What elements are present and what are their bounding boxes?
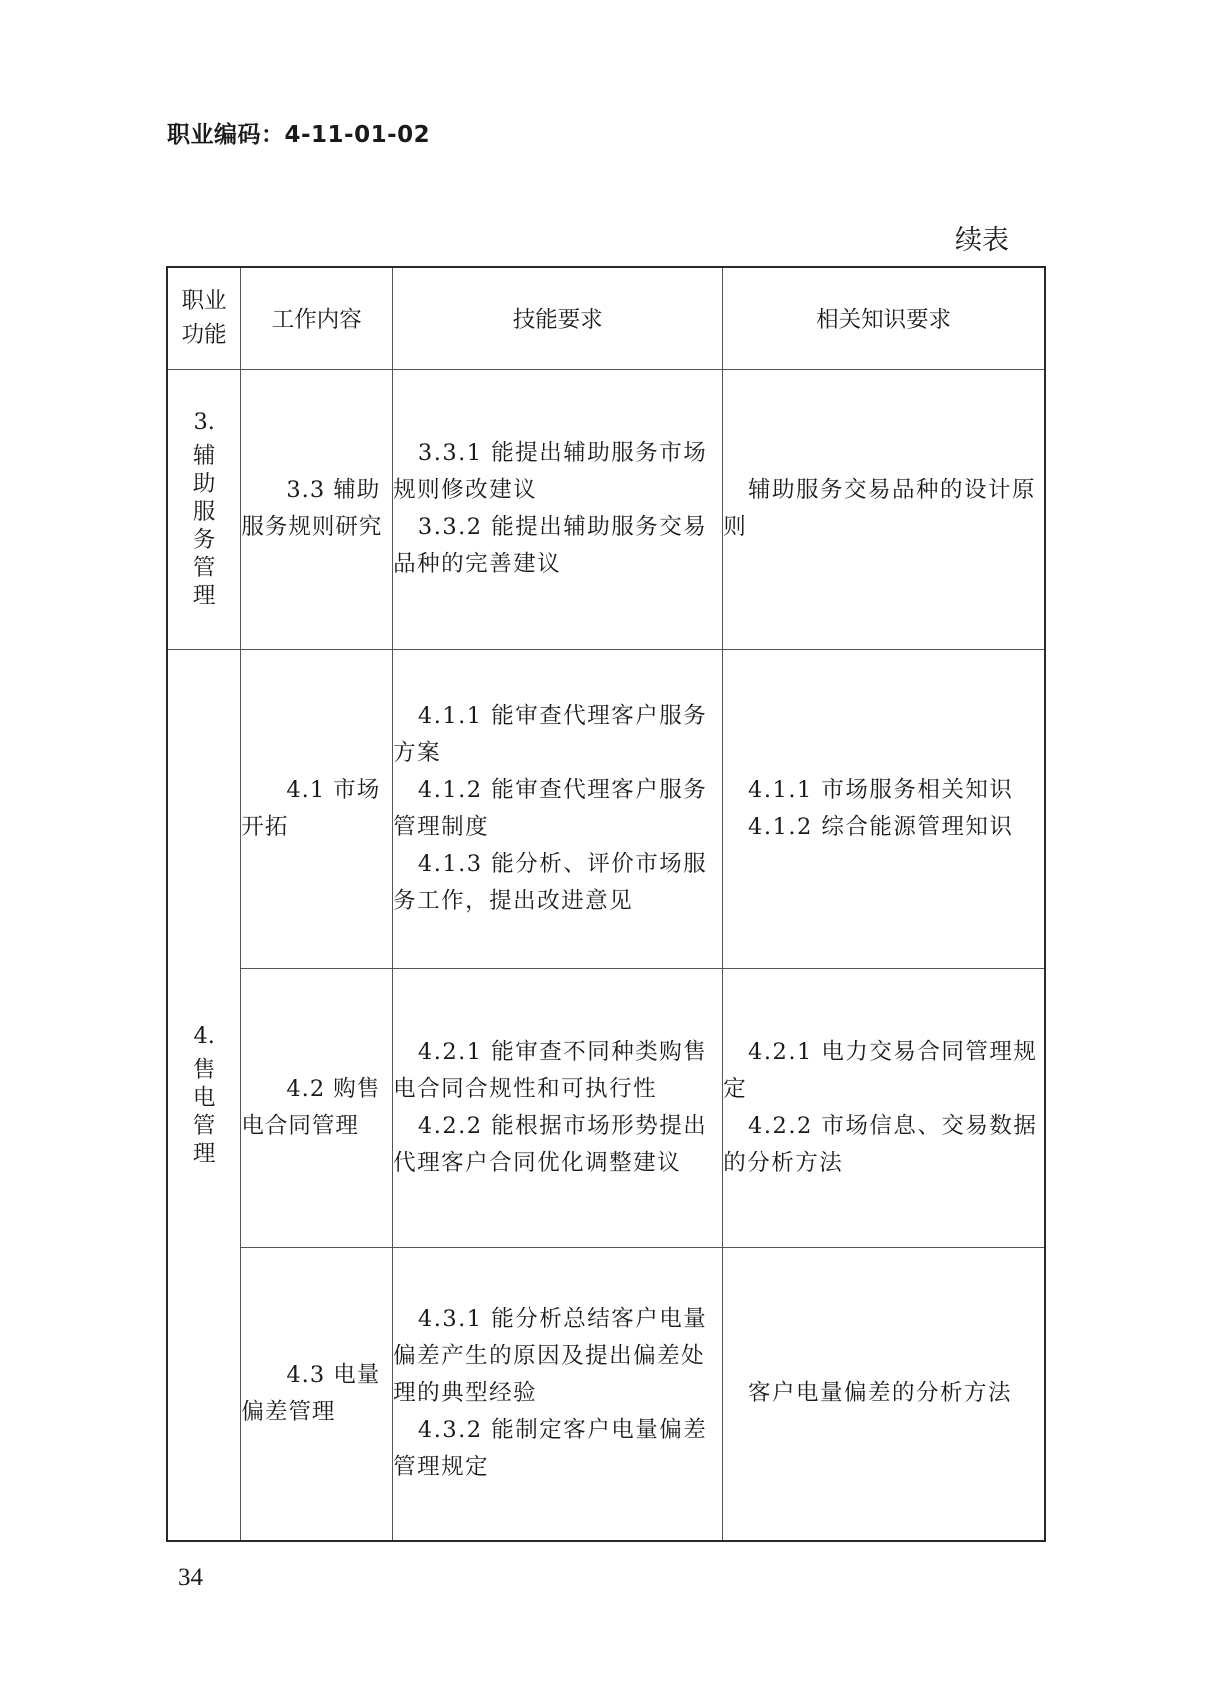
function-cell xyxy=(167,369,241,649)
knowledge-cell xyxy=(723,968,1045,1247)
skill-item: 4.2.1 能审查不同种类购售电合同合规性和可执行性 xyxy=(393,1038,708,1102)
skill-item: 4.1.2 能审查代理客户服务管理制度 xyxy=(393,776,708,840)
occupation-code: 职业编码：4-11-01-02 xyxy=(167,122,431,148)
table-header-row xyxy=(167,267,1045,369)
work-content-cell: 4.1 市场开拓 xyxy=(241,649,393,968)
knowledge-cell xyxy=(723,1247,1045,1541)
work-content-cell: 4.2 购售电合同管理 xyxy=(241,968,393,1247)
header-knowledge-requirements: 相关知识要求 xyxy=(723,267,1045,369)
knowledge-item: 4.2.1 电力交易合同管理规定 xyxy=(723,1038,1038,1102)
function-name: 售电管理 xyxy=(192,1056,216,1167)
knowledge-item: 辅助服务交易品种的设计原则 xyxy=(723,477,1037,540)
skill-item: 3.3.2 能提出辅助服务交易品种的完善建议 xyxy=(393,514,708,577)
knowledge-cell xyxy=(723,369,1045,649)
skill-item: 4.3.1 能分析总结客户电量偏差产生的原因及提出偏差处理的典型经验 xyxy=(393,1306,708,1407)
skill-item: 4.3.2 能制定客户电量偏差管理规定 xyxy=(393,1417,708,1481)
knowledge-item: 4.1.1 市场服务相关知识 xyxy=(748,776,1014,803)
work-content-cell: 4.3 电量偏差管理 xyxy=(241,1247,393,1541)
function-cell xyxy=(167,649,241,1541)
header-function xyxy=(167,267,241,369)
knowledge-cell xyxy=(723,649,1045,968)
header-skill-requirements: 技能要求 xyxy=(393,267,723,369)
table-row xyxy=(167,968,1045,1247)
header-function-line: 功能 xyxy=(181,322,227,349)
skill-cell xyxy=(393,968,723,1247)
skill-cell xyxy=(393,369,723,649)
knowledge-item: 客户电量偏差的分析方法 xyxy=(748,1380,1013,1407)
function-name: 辅助服务管理 xyxy=(192,443,216,609)
continued-table-label: 续表 xyxy=(955,225,1009,256)
function-number: 4. xyxy=(193,1022,215,1049)
skill-cell xyxy=(393,649,723,968)
function-number: 3. xyxy=(193,409,215,435)
page-number: 34 xyxy=(178,1564,203,1591)
header-work-content: 工作内容 xyxy=(241,267,393,369)
header-function-line: 职业 xyxy=(181,288,227,315)
skill-requirements-table xyxy=(166,266,1046,1542)
knowledge-item: 4.2.2 市场信息、交易数据的分析方法 xyxy=(723,1112,1038,1176)
skill-item: 4.1.1 能审查代理客户服务方案 xyxy=(393,702,708,766)
table-row xyxy=(167,369,1045,649)
table-row xyxy=(167,649,1045,968)
knowledge-item: 4.1.2 综合能源管理知识 xyxy=(748,813,1014,840)
skill-cell xyxy=(393,1247,723,1541)
table-row xyxy=(167,1247,1045,1541)
skill-item: 3.3.1 能提出辅助服务市场规则修改建议 xyxy=(393,440,708,503)
skill-item: 4.1.3 能分析、评价市场服务工作，提出改进意见 xyxy=(393,850,708,914)
skill-item: 4.2.2 能根据市场形势提出代理客户合同优化调整建议 xyxy=(393,1112,708,1176)
work-content-cell: 3.3 辅助服务规则研究 xyxy=(241,369,393,649)
